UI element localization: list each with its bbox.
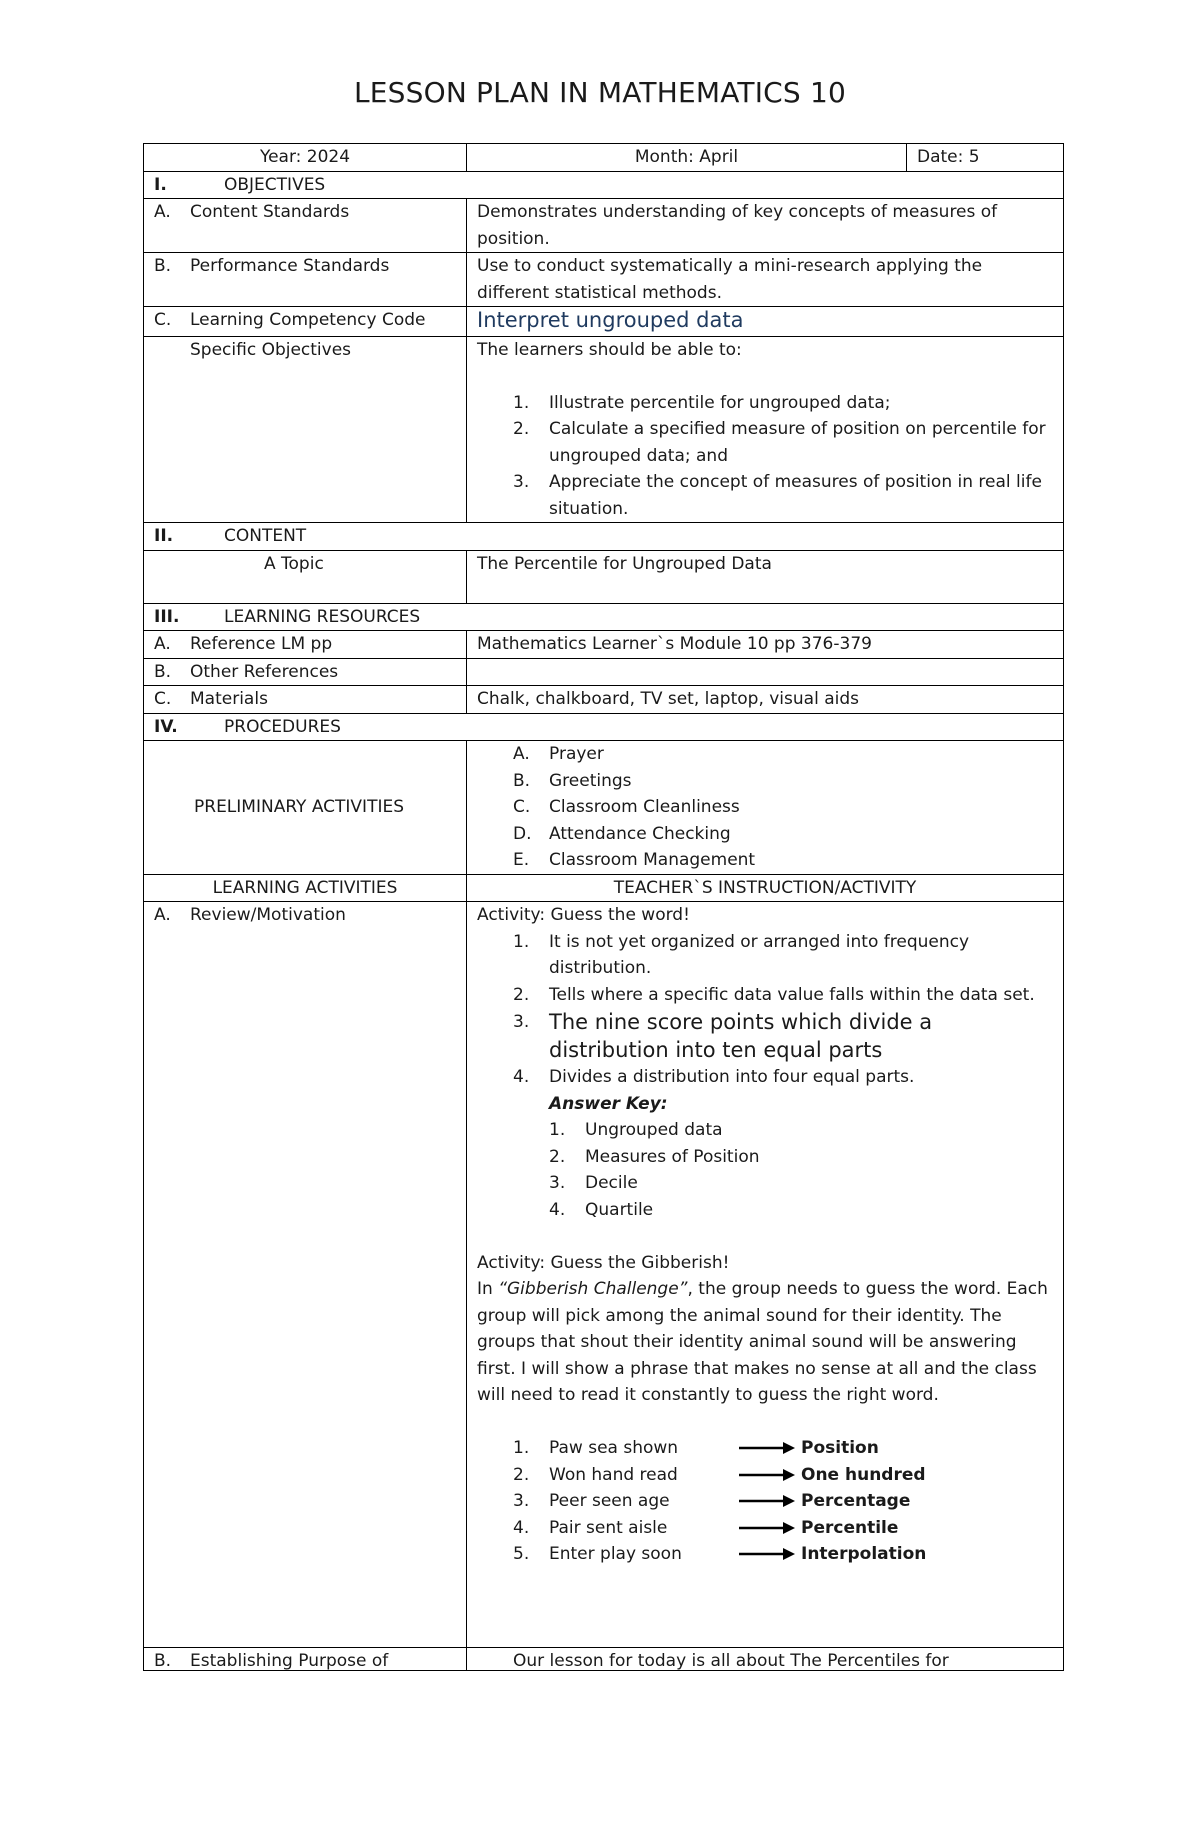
section-number: II.: [154, 526, 174, 546]
item-mark: A.: [154, 202, 171, 222]
section-number: III.: [154, 606, 180, 627]
row-label: Performance Standards: [190, 256, 390, 276]
item-mark: A.: [154, 905, 171, 925]
preliminary-list: [477, 741, 1053, 874]
item-mark: A.: [154, 634, 171, 654]
item-mark: C.: [154, 310, 172, 330]
section-heading: LEARNING RESOURCES: [224, 606, 421, 627]
item-mark: B.: [154, 661, 172, 682]
activity-gibberish-title: Activity: Guess the Gibberish!: [477, 1252, 730, 1273]
section-content: [144, 523, 1064, 551]
section-procedures: [144, 713, 1064, 741]
list-item: 4. Pair sent aisle Percentile: [513, 1517, 899, 1538]
month-cell: Month: April: [467, 144, 907, 172]
answer-key-label: Answer Key:: [549, 1093, 668, 1114]
row-value: Our lesson for today is all about The Percentiles for: [513, 1651, 949, 1670]
row-preliminary-activities: [144, 741, 1064, 875]
list-item: 2. Measures of Position: [549, 1146, 760, 1167]
section-heading: CONTENT: [224, 526, 307, 546]
date-cell: Date: 5: [907, 144, 1064, 172]
gibberish-instructions: In “Gibberish Challenge”, the group needs to guess the word. Each group will pick among the animal sound for their identity. The groups that shout their identity animal sound will be answering first. I will show a phrase that makes no sense at all and the class will need to read it constantly to guess the right word.: [477, 1279, 1048, 1405]
right-arrow-icon: [735, 1494, 797, 1508]
row-other-references: [144, 658, 1064, 686]
row-materials: [144, 686, 1064, 714]
objectives-list: [477, 390, 1053, 523]
list-item: 1. Paw sea shown Position: [513, 1438, 879, 1458]
section-heading: PROCEDURES: [224, 716, 341, 737]
item-mark: B.: [154, 256, 172, 276]
right-arrow-icon: [735, 1441, 797, 1455]
list-item: C. Classroom Cleanliness: [513, 797, 740, 817]
row-topic: [144, 550, 1064, 603]
column-header: LEARNING ACTIVITIES: [144, 874, 467, 902]
objectives-intro: The learners should be able to:: [477, 339, 742, 360]
list-item: 1. It is not yet organized or arranged into frequency distribution.: [513, 931, 970, 978]
list-item: 5. Enter play soon Interpolation: [513, 1544, 927, 1564]
row-label: Content Standards: [190, 202, 350, 222]
section-number: I.: [154, 174, 167, 195]
competency-text: Interpret ungrouped data: [477, 308, 744, 332]
list-item: 4. Divides a distribution into four equal parts.: [513, 1067, 915, 1087]
activity-guess-word-title: Activity: Guess the word!: [477, 905, 690, 925]
page-title: LESSON PLAN IN MATHEMATICS 10: [353, 76, 847, 109]
list-item: 2. Calculate a specified measure of position on percentile for ungrouped data; and: [513, 419, 1046, 466]
gibberish-list: [477, 1435, 1053, 1568]
list-item: D. Attendance Checking: [513, 823, 731, 844]
row-label: Review/Motivation: [190, 905, 346, 925]
row-performance-standards: [144, 253, 1064, 307]
header-row: [144, 144, 1064, 172]
answer-list: [477, 1117, 1053, 1223]
row-value: Mathematics Learner`s Module 10 pp 376-379: [467, 631, 1064, 659]
row-label: Learning Competency Code: [190, 310, 426, 330]
lesson-plan-table: [143, 143, 1064, 1671]
row-value: Chalk, chalkboard, TV set, laptop, visual aids: [467, 686, 1064, 714]
list-item: 4. Quartile: [549, 1199, 654, 1220]
row-reference: [144, 631, 1064, 659]
row-activities-header: [144, 874, 1064, 902]
row-label: A Topic: [264, 553, 324, 574]
question-list: [477, 929, 1053, 1091]
row-value: Use to conduct systematically a mini-research applying the different statistical methods.: [467, 253, 1064, 307]
item-mark: C.: [154, 689, 172, 709]
right-arrow-icon: [735, 1521, 797, 1535]
list-item: 1. Ungrouped data: [549, 1120, 723, 1140]
list-item: 3. Appreciate the concept of measures of position in real life situation.: [513, 472, 1042, 519]
column-header: TEACHER`S INSTRUCTION/ACTIVITY: [467, 874, 1064, 902]
row-content-standards: [144, 199, 1064, 253]
section-objectives: [144, 171, 1064, 199]
row-value: Demonstrates understanding of key concepts of measures of position.: [467, 199, 1064, 253]
list-item: 2. Won hand read One hundred: [513, 1464, 926, 1485]
row-learning-competency: [144, 307, 1064, 337]
row-label: Establishing Purpose of: [190, 1651, 389, 1670]
section-number: IV.: [154, 716, 178, 737]
section-learning-resources: [144, 603, 1064, 631]
row-specific-objectives: [144, 336, 1064, 523]
right-arrow-icon: [735, 1547, 797, 1561]
row-label: Materials: [190, 689, 268, 709]
row-label: Other References: [190, 661, 339, 682]
list-item: E. Classroom Management: [513, 850, 756, 870]
section-heading: OBJECTIVES: [224, 174, 326, 195]
right-arrow-icon: [735, 1468, 797, 1482]
row-establishing-purpose: [144, 1648, 1064, 1671]
row-value: [467, 658, 1064, 686]
row-label: Specific Objectives: [190, 339, 352, 360]
row-label: PRELIMINARY ACTIVITIES: [194, 797, 405, 817]
row-review-motivation: [144, 902, 1064, 1648]
year-cell: Year: 2024: [144, 144, 467, 172]
item-mark: B.: [154, 1651, 172, 1670]
list-item: 2. Tells where a specific data value falls within the data set.: [513, 984, 1035, 1005]
row-label: Reference LM pp: [190, 634, 333, 654]
list-item: B. Greetings: [513, 770, 632, 791]
list-item: A. Prayer: [513, 744, 604, 764]
list-item: 3. Peer seen age Percentage: [513, 1491, 911, 1511]
list-item: 3. The nine score points which divide a distribution into ten equal parts: [513, 1010, 933, 1062]
list-item: 1. Illustrate percentile for ungrouped data;: [513, 392, 891, 413]
list-item: 3. Decile: [549, 1173, 638, 1193]
row-value: The Percentile for Ungrouped Data: [467, 550, 1064, 603]
